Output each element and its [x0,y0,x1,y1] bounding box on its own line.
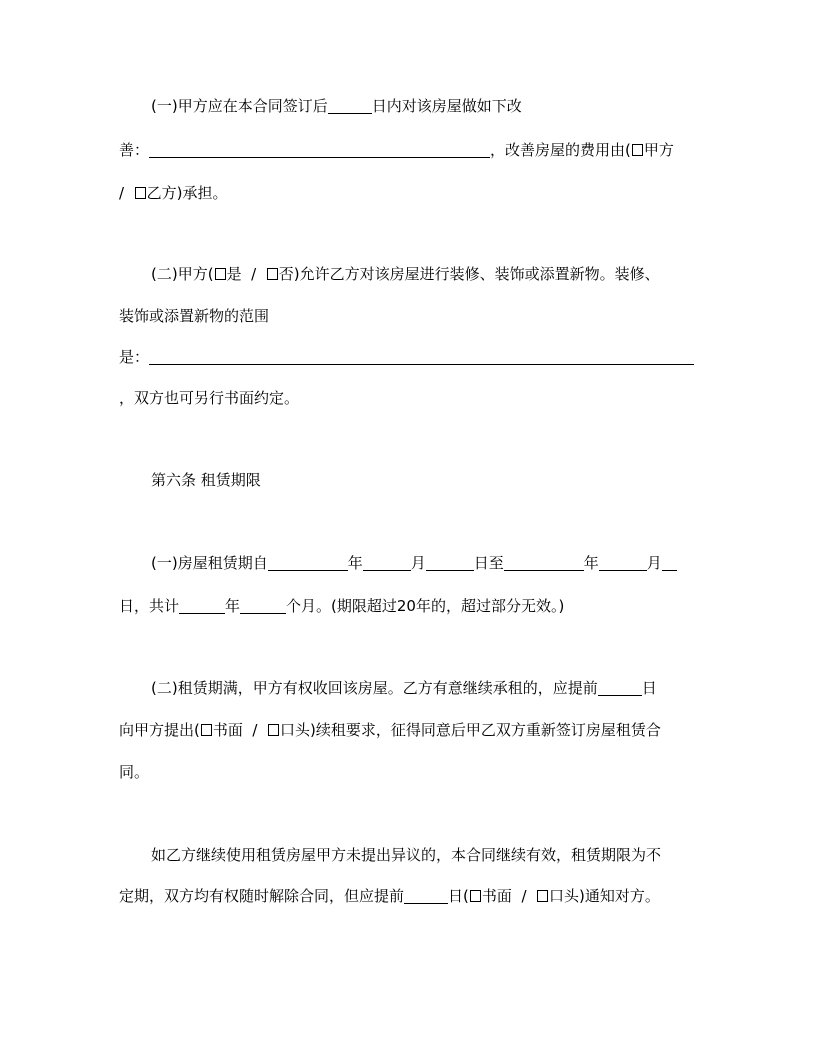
text: 年 [347,554,363,572]
text: 书面 [481,887,512,905]
text: ，改善房屋的费用由( [490,141,631,159]
clause-continuation-line-1 [151,845,661,865]
clause-renovation-line-4 [119,388,299,408]
separator: / [521,887,527,905]
text: 是 [226,265,242,283]
blank-termination-days[interactable] [404,887,448,904]
clause-renewal-line-1 [151,678,657,698]
checkbox-written[interactable] [201,724,212,736]
blank-start-day[interactable] [426,554,474,571]
clause-term-line-2 [119,596,564,616]
blank-end-year[interactable] [504,554,584,571]
text: 日，共计 [119,597,180,615]
text: 月 [646,554,662,572]
text: 是： [119,348,150,366]
checkbox-verbal-2[interactable] [537,890,548,902]
clause-renewal-line-2 [119,720,661,740]
blank-total-months[interactable] [240,597,286,614]
clause-renovation-line-2 [119,306,269,326]
clause-continuation-line-2 [119,886,660,906]
text: 向甲方提出( [119,721,200,739]
checkbox-yes[interactable] [215,268,226,280]
section-heading: 第六条 租赁期限 [151,471,261,489]
separator: / [119,184,125,202]
blank-start-year[interactable] [268,554,348,571]
text: 日内对该房屋做如下改 [371,97,522,115]
blank-end-month[interactable] [599,554,647,571]
text: 月 [410,554,426,572]
text: 日至 [473,554,504,572]
article-6-title [151,470,261,490]
checkbox-party-b[interactable] [135,187,146,199]
blank-notice-days[interactable] [598,679,642,696]
text: (二)租赁期满，甲方有权收回该房屋。乙方有意继续承租的，应提前 [151,679,598,697]
clause-renewal-line-3 [119,762,149,782]
checkbox-no[interactable] [267,268,278,280]
text: 否)允许乙方对该房屋进行装修、装饰或添置新物。装修、 [278,265,660,283]
blank-end-day[interactable] [662,554,677,571]
clause-improvement-line-2 [119,140,674,160]
clause-renovation-line-1 [151,264,660,284]
text: (二)甲方( [151,265,214,283]
text: 定期，双方均有权随时解除合同，但应提前 [119,887,405,905]
text: 口头)续租要求，征得同意后甲乙双方重新签订房屋租赁合 [280,721,661,739]
blank-scope[interactable] [149,348,694,365]
text: 个月。(期限超过20年的，超过部分无效。) [286,597,565,615]
text: 口头)通知对方。 [549,887,660,905]
blank-total-years[interactable] [179,597,225,614]
blank-days[interactable] [328,97,372,114]
text: ，双方也可另行书面约定。 [119,389,300,407]
separator: / [252,721,258,739]
checkbox-verbal[interactable] [268,724,279,736]
clause-renovation-line-3 [119,347,694,367]
text: 甲方 [643,141,674,159]
blank-start-month[interactable] [363,554,411,571]
text: (一)甲方应在本合同签订后 [151,97,328,115]
blank-improvement[interactable] [149,141,490,158]
checkbox-written-2[interactable] [470,890,481,902]
text: 年 [583,554,599,572]
text: 书面 [212,721,243,739]
text: (一)房屋租赁期自 [151,554,268,572]
text: 日( [448,887,469,905]
text: 年 [225,597,241,615]
separator: / [251,265,257,283]
text: 善： [119,141,150,159]
text: 同。 [119,763,150,781]
text: 乙方)承担。 [146,184,228,202]
clause-term-line-1 [151,553,677,573]
checkbox-party-a[interactable] [632,144,643,156]
text: 装饰或添置新物的范围 [119,307,270,325]
text: 如乙方继续使用租赁房屋甲方未提出异议的，本合同继续有效，租赁期限为不 [151,846,662,864]
clause-improvement-line-1 [151,96,522,116]
text: 日 [641,679,657,697]
clause-improvement-line-3 [119,183,227,203]
